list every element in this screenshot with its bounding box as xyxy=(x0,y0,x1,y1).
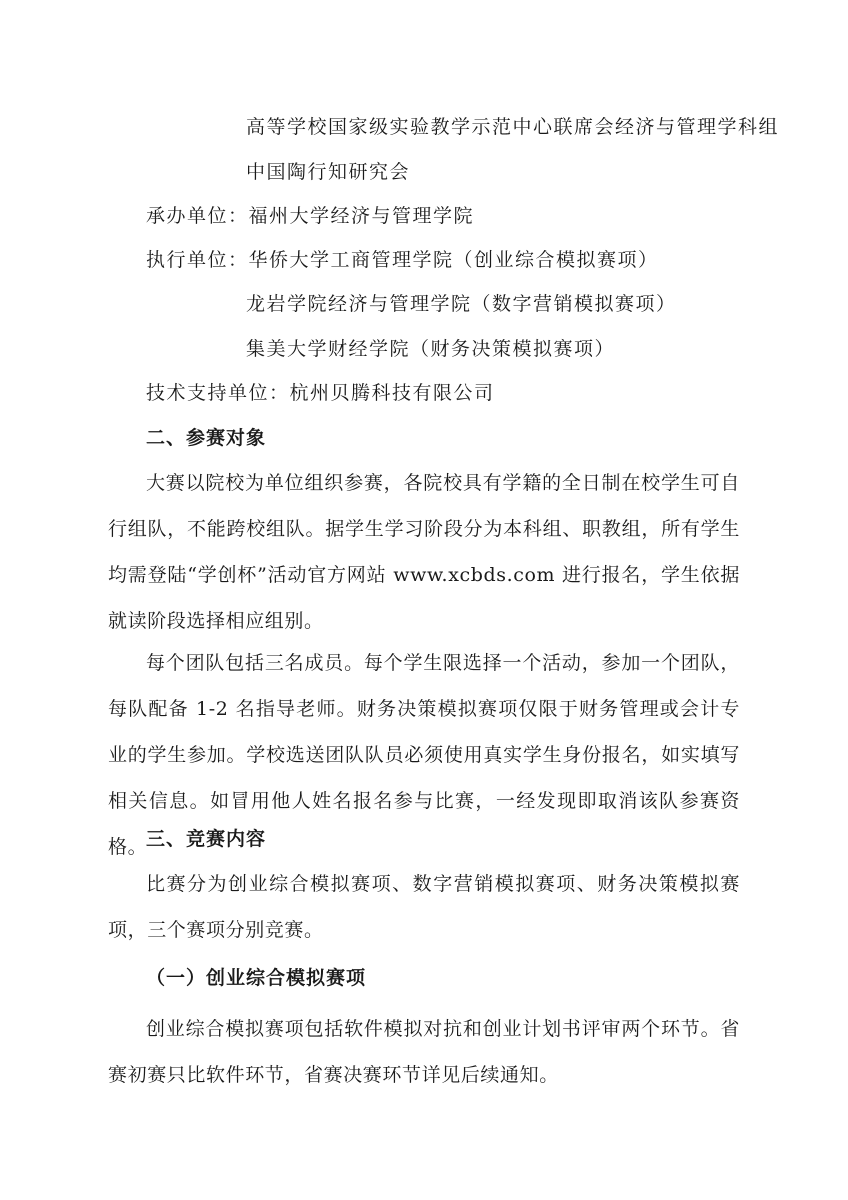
executor-row-1 xyxy=(146,247,659,273)
tech-support-label: 技术支持单位： xyxy=(146,382,290,404)
host-row xyxy=(146,203,474,229)
executor-label: 执行单位： xyxy=(146,249,249,271)
section-2-paragraph-2: 每个团队包括三名成员。每个学生限选择一个活动，参加一个团队，每队配备 1-2 名指导老师。财务决策模拟赛项仅限于财务管理或会计专业的学生参加。学校选送团队队员必须使用真实学生身份报名，如实填写相关信息。如冒用他人姓名报名参与比赛，一经发现即取消该队参赛资格。 xyxy=(108,652,740,858)
host-value: 福州大学经济与管理学院 xyxy=(248,205,475,227)
organizer-line-2: 中国陶行知研究会 xyxy=(246,161,411,183)
executor-item: 龙岩学院经济与管理学院（数字营销模拟赛项） xyxy=(246,293,677,315)
section-3-heading: 三、竞赛内容 xyxy=(146,828,267,850)
tech-support-value: 杭州贝腾科技有限公司 xyxy=(289,382,495,404)
executor-item: 集美大学财经学院（财务决策模拟赛项） xyxy=(246,338,616,360)
subsection-1-heading: （一）创业综合模拟赛项 xyxy=(146,967,367,989)
section-2-heading: 二、参赛对象 xyxy=(146,427,267,449)
subsection-1-paragraph: 创业综合模拟赛项包括软件模拟对抗和创业计划书评审两个环节。省赛初赛只比软件环节，省赛决赛环节详见后续通知。 xyxy=(108,1018,740,1086)
host-label: 承办单位： xyxy=(146,205,249,227)
section-2-paragraph-1: 大赛以院校为单位组织参赛，各院校具有学籍的全日制在校学生可自行组队，不能跨校组队。据学生学习阶段分为本科组、职教组，所有学生均需登陆“学创杯”活动官方网站 www.xcbds.com 进行报名，学生依据就读阶段选择相应组别。 xyxy=(108,472,740,632)
organizer-line-1: 高等学校国家级实验教学示范中心联席会经济与管理学科组 xyxy=(246,116,780,138)
section-3-paragraph-1: 比赛分为创业综合模拟赛项、数字营销模拟赛项、财务决策模拟赛项，三个赛项分别竞赛。 xyxy=(108,873,740,941)
tech-support-row xyxy=(146,380,495,406)
executor-item: 华侨大学工商管理学院（创业综合模拟赛项） xyxy=(248,249,659,271)
